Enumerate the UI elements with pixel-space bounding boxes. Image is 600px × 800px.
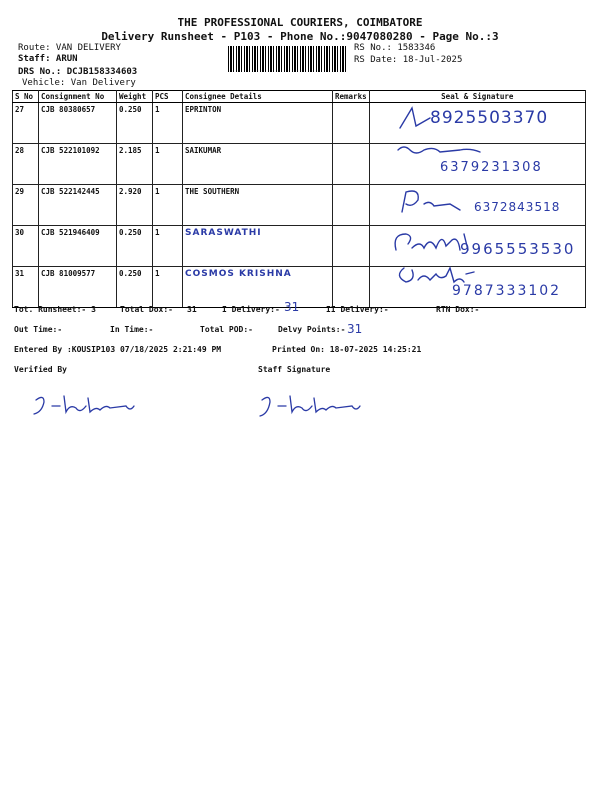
entered-by: Entered By :KOUSIP103 07/18/2025 2:21:49 PM	[14, 345, 222, 354]
cell-remarks	[333, 226, 370, 267]
cell-weight: 0.250	[117, 103, 153, 144]
cell-sno: 29	[13, 185, 39, 226]
ii-delivery-label: II Delivery:-	[326, 305, 389, 314]
total-dox-value: 31	[187, 305, 197, 314]
cell-pcs: 1	[153, 103, 183, 144]
delvy-points-handwritten: 31	[347, 322, 363, 336]
delvy-points-label: Delvy Points:-	[278, 325, 346, 334]
printed-on: Printed On: 18-07-2025 14:25:21	[272, 345, 422, 354]
signature-mark-row30	[395, 234, 468, 250]
i-delivery-label: I Delivery:-	[222, 305, 280, 314]
vehicle-label: Vehicle: Van Delivery	[22, 78, 136, 88]
signature-mark-row27	[400, 108, 430, 128]
handwritten-consignee: COSMOS KRISHNA	[185, 269, 292, 279]
total-dox-label: Total Dox:-	[120, 305, 173, 314]
cell-consignee	[183, 267, 333, 308]
verified-by-signature	[30, 392, 140, 422]
col-header-seal-signature: Seal & Signature	[369, 91, 585, 103]
cell-weight: 2.920	[117, 185, 153, 226]
col-header-remarks: Remarks	[333, 91, 370, 103]
total-runsheet: Tot. Runsheet:- 3	[14, 305, 96, 314]
cell-pcs: 1	[153, 267, 183, 308]
cell-consignment: CJB 521946409	[39, 226, 117, 267]
cell-remarks	[333, 103, 370, 144]
handwritten-phone-row27: 8925503370	[430, 108, 549, 128]
cell-sno: 27	[13, 103, 39, 144]
cell-consignment: CJB 80380657	[39, 103, 117, 144]
cell-consignee: SAIKUMAR	[183, 144, 333, 185]
company-title: THE PROFESSIONAL COURIERS, COIMBATORE	[177, 16, 423, 29]
cell-consignment: CJB 522101092	[39, 144, 117, 185]
cell-sno: 30	[13, 226, 39, 267]
cell-consignment: CJB 81009577	[39, 267, 117, 308]
cell-sno: 31	[13, 267, 39, 308]
col-header-consignment: Consignment No	[39, 91, 117, 103]
cell-pcs: 1	[153, 226, 183, 267]
cell-remarks	[333, 185, 370, 226]
drs-number: DRS No.: DCJB158334603	[18, 67, 138, 77]
cell-consignee: THE SOUTHERN	[183, 185, 333, 226]
col-header-pcs: PCS	[153, 91, 183, 103]
staff-signature-label: Staff Signature	[258, 365, 331, 374]
cell-weight: 0.250	[117, 226, 153, 267]
cell-weight: 0.250	[117, 267, 153, 308]
out-time-label: Out Time:-	[14, 325, 63, 334]
staff-signature-mark	[256, 392, 366, 422]
signature-mark-row29	[402, 191, 460, 212]
i-delivery-handwritten: 31	[284, 300, 300, 314]
col-header-weight: Weight	[117, 91, 153, 103]
cell-remarks	[333, 144, 370, 185]
handwritten-phone-row31: 9787333102	[452, 283, 562, 299]
total-pod-label: Total POD:-	[200, 325, 253, 334]
rs-date: RS Date: 18-Jul-2025	[354, 55, 463, 65]
col-header-sno: S No	[13, 91, 39, 103]
col-header-consignee: Consignee Details	[183, 91, 333, 103]
rtn-dox-label: RTN Dox:-	[436, 305, 480, 314]
route-label: Route: VAN DELIVERY	[18, 43, 121, 53]
in-time-label: In Time:-	[110, 325, 154, 334]
cell-remarks	[333, 267, 370, 308]
handwritten-phone-row29: 6372843518	[474, 200, 561, 214]
cell-sno: 28	[13, 144, 39, 185]
staff-label: Staff: ARUN	[18, 54, 78, 64]
cell-consignment: CJB 522142445	[39, 185, 117, 226]
verified-by-label: Verified By	[14, 365, 67, 374]
handwritten-phone-row30: 9965553530	[460, 240, 576, 258]
cell-pcs: 1	[153, 144, 183, 185]
rs-number: RS No.: 1583346	[354, 43, 436, 53]
barcode-image	[228, 46, 346, 72]
cell-consignee: EPRINTON	[183, 103, 333, 144]
runsheet-subtitle: Delivery Runsheet - P103 - Phone No.:9047080280 - Page No.:3	[101, 30, 499, 43]
handwritten-phone-row28: 6379231308	[440, 160, 543, 175]
signature-mark-row28	[398, 147, 480, 153]
cell-pcs: 1	[153, 185, 183, 226]
handwritten-consignee: SARASWATHI	[185, 228, 262, 238]
signature-mark-row31	[399, 268, 474, 282]
cell-consignee	[183, 226, 333, 267]
cell-weight: 2.185	[117, 144, 153, 185]
